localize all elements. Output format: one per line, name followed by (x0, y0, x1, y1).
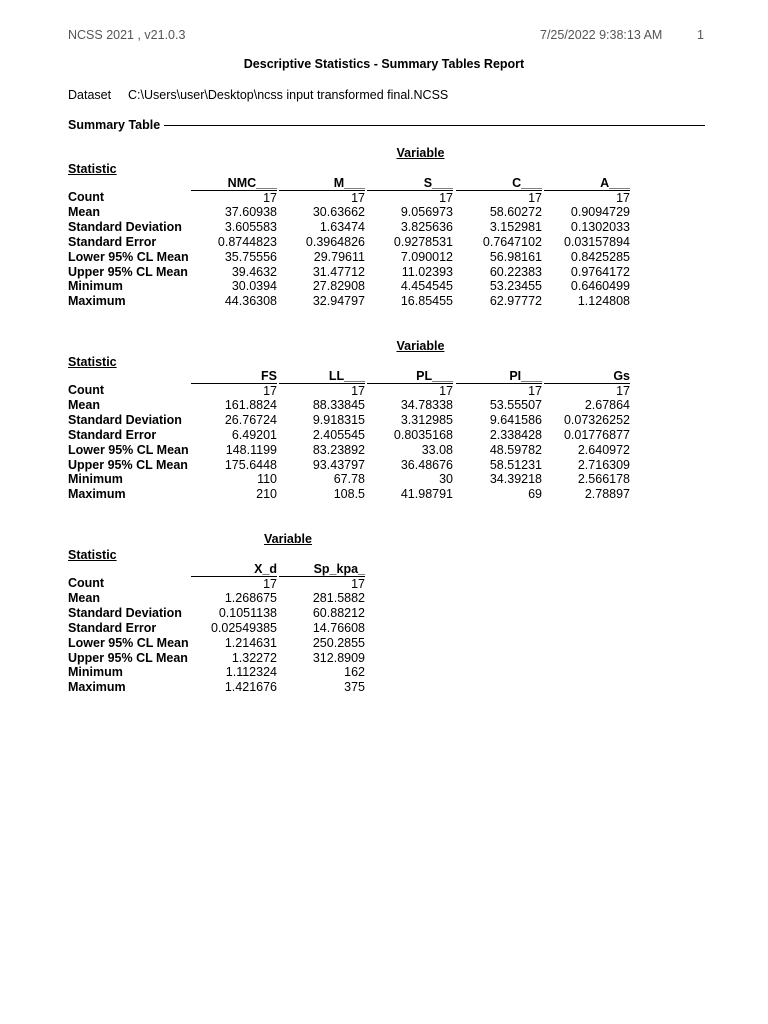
row-label: Lower 95% CL Mean (68, 442, 189, 457)
table-cell: 2.67864 (584, 397, 630, 412)
table-cell: 162 (344, 665, 365, 680)
table-cell: 0.9278531 (393, 234, 453, 249)
table-cell: 11.02393 (401, 264, 453, 279)
table-cell: 53.55507 (489, 397, 542, 412)
table-row (68, 591, 708, 606)
column-header: A___ (600, 176, 630, 190)
table-cell: 175.6448 (224, 457, 277, 472)
table-cell: 60.22383 (489, 264, 542, 279)
dataset-line (68, 88, 448, 102)
row-label: Lower 95% CL Mean (68, 249, 189, 264)
table-cell: 17 (191, 190, 277, 206)
table-cell: 1.32272 (231, 650, 277, 665)
row-label: Upper 95% CL Mean (68, 264, 188, 279)
table-row (68, 665, 708, 680)
table-cell: 29.79611 (313, 249, 365, 264)
row-label: Minimum (68, 665, 123, 680)
table-cell: 281.5882 (312, 590, 365, 605)
table-cell: 35.75556 (224, 249, 277, 264)
summary-table-title (68, 117, 705, 133)
table-row (68, 576, 708, 591)
statistic-header: Statistic (68, 548, 117, 562)
column-header: S___ (423, 176, 453, 190)
table-cell: 3.152981 (489, 219, 542, 234)
table-cell: 0.07326252 (563, 412, 630, 427)
app-version: NCSS 2021 , v21.0.3 (68, 28, 186, 42)
table-cell: 0.6460499 (570, 279, 630, 294)
table-row (68, 205, 708, 220)
row-label: Lower 95% CL Mean (68, 635, 189, 650)
table-cell: 83.23892 (312, 442, 365, 457)
dataset-path: C:\Users\user\Desktop\ncss input transformed final.NCSS (128, 88, 449, 102)
table-cell: 39.4632 (231, 264, 277, 279)
column-header: LL___ (328, 369, 365, 383)
summary-table-block (68, 532, 708, 695)
table-row (68, 680, 708, 695)
table-row (68, 651, 708, 666)
table-cell: 4.454545 (400, 279, 453, 294)
table-cell: 2.716309 (577, 457, 630, 472)
table-cell: 60.88212 (312, 605, 365, 620)
table-cell: 2.640972 (577, 442, 630, 457)
row-label: Standard Error (68, 620, 157, 635)
table-cell: 9.918315 (312, 412, 365, 427)
table-cell: 3.312985 (400, 412, 453, 427)
table-cell: 0.8035168 (393, 427, 453, 442)
variable-header: Variable (396, 146, 445, 160)
table-cell: 0.8425285 (570, 249, 630, 264)
table-cell: 69 (528, 487, 542, 502)
table-cell: 31.47712 (312, 264, 365, 279)
table-cell: 30.0394 (231, 279, 277, 294)
row-label: Maximum (68, 680, 126, 695)
table-cell: 161.8824 (224, 397, 277, 412)
row-label: Maximum (68, 487, 126, 502)
table-row (68, 235, 708, 250)
table-cell: 17 (456, 383, 542, 399)
table-cell: 37.60938 (224, 204, 277, 219)
table-cell: 1.63474 (319, 219, 365, 234)
table-cell: 1.112324 (225, 665, 277, 680)
table-cell: 1.124808 (577, 294, 630, 309)
row-label: Count (68, 576, 105, 590)
table-cell: 0.01776877 (563, 427, 630, 442)
table-cell: 56.98161 (489, 249, 542, 264)
column-header: Gs (613, 369, 630, 383)
row-label: Mean (68, 590, 100, 605)
table-cell: 375 (344, 680, 365, 695)
table-cell: 41.98791 (400, 487, 453, 502)
table-cell: 1.268675 (224, 590, 277, 605)
table-cell: 30 (439, 472, 453, 487)
table-cell: 0.8744823 (217, 234, 277, 249)
table-cell: 48.59782 (489, 442, 542, 457)
table-cell: 62.97772 (489, 294, 542, 309)
table-row (68, 443, 708, 458)
table-cell: 17 (544, 383, 630, 399)
row-label: Upper 95% CL Mean (68, 650, 188, 665)
summary-table-block (68, 146, 708, 309)
summary-table-block (68, 339, 708, 502)
table-cell: 0.9764172 (570, 264, 630, 279)
row-label: Standard Error (68, 234, 157, 249)
table-cell: 32.94797 (312, 294, 365, 309)
table-cell: 67.78 (333, 472, 365, 487)
table-cell: 0.1302033 (570, 219, 630, 234)
row-label: Mean (68, 204, 100, 219)
table-row (68, 621, 708, 636)
table-row (68, 487, 708, 502)
table-cell: 93.43797 (312, 457, 365, 472)
page-number: 1 (697, 28, 704, 42)
table-cell: 16.85455 (400, 294, 453, 309)
row-label: Maximum (68, 294, 126, 309)
table-cell: 7.090012 (400, 249, 453, 264)
table-row (68, 383, 708, 398)
table-cell: 33.08 (421, 442, 453, 457)
table-cell: 0.02549385 (210, 620, 277, 635)
table-cell: 210 (256, 487, 277, 502)
table-cell: 2.338428 (489, 427, 542, 442)
table-cell: 17 (456, 190, 542, 206)
table-cell: 1.214631 (224, 635, 277, 650)
column-header: PL___ (416, 369, 453, 383)
table-cell: 1.421676 (224, 680, 277, 695)
row-label: Standard Error (68, 427, 157, 442)
column-header: PI___ (509, 369, 542, 383)
table-row (68, 428, 708, 443)
table-cell: 0.03157894 (563, 234, 630, 249)
report-title: Descriptive Statistics - Summary Tables Report (243, 57, 525, 71)
row-label: Count (68, 190, 105, 204)
table-cell: 34.78338 (400, 397, 453, 412)
table-row (68, 458, 708, 473)
table-cell: 250.2855 (312, 635, 365, 650)
dataset-label: Dataset (68, 88, 112, 102)
table-row (68, 413, 708, 428)
row-label: Upper 95% CL Mean (68, 457, 188, 472)
table-cell: 14.76608 (312, 620, 365, 635)
table-cell: 17 (191, 383, 277, 399)
table-cell: 108.5 (333, 487, 365, 502)
table-cell: 36.48676 (400, 457, 453, 472)
row-label: Minimum (68, 279, 123, 294)
statistic-header: Statistic (68, 355, 117, 369)
column-header: Sp_kpa_ (313, 562, 365, 576)
statistic-header: Statistic (68, 162, 117, 176)
table-cell: 58.51231 (489, 457, 542, 472)
table-cell: 0.7647102 (482, 234, 542, 249)
table-row (68, 265, 708, 280)
table-cell: 0.1051138 (218, 605, 277, 620)
column-header: M___ (333, 176, 365, 190)
table-cell: 2.566178 (577, 472, 630, 487)
table-cell: 53.23455 (489, 279, 542, 294)
table-cell: 3.825636 (400, 219, 453, 234)
table-row (68, 279, 708, 294)
variable-header: Variable (264, 532, 312, 546)
variable-header: Variable (396, 339, 445, 353)
column-header: X_d (254, 562, 277, 576)
table-cell: 17 (544, 190, 630, 206)
table-cell: 17 (367, 190, 453, 206)
row-label: Mean (68, 397, 100, 412)
table-cell: 0.3964826 (305, 234, 365, 249)
column-header: NMC___ (227, 176, 277, 190)
table-cell: 6.49201 (231, 427, 277, 442)
table-cell: 88.33845 (312, 397, 365, 412)
table-cell: 110 (257, 472, 277, 487)
table-cell: 17 (279, 576, 365, 592)
table-row (68, 250, 708, 265)
row-label: Standard Deviation (68, 219, 182, 234)
table-cell: 26.76724 (224, 412, 277, 427)
table-cell: 30.63662 (312, 204, 365, 219)
table-cell: 17 (279, 190, 365, 206)
table-cell: 44.36308 (224, 294, 277, 309)
table-row (68, 294, 708, 309)
row-label: Minimum (68, 472, 123, 487)
table-row (68, 606, 708, 621)
table-cell: 312.8909 (312, 650, 365, 665)
table-cell: 17 (279, 383, 365, 399)
table-row (68, 636, 708, 651)
column-header: FS (261, 369, 277, 383)
table-cell: 17 (367, 383, 453, 399)
table-cell: 34.39218 (489, 472, 542, 487)
row-label: Standard Deviation (68, 412, 182, 427)
column-header: C___ (512, 176, 542, 190)
table-cell: 2.78897 (584, 487, 630, 502)
table-row (68, 472, 708, 487)
table-cell: 3.605583 (224, 219, 277, 234)
table-cell: 17 (191, 576, 277, 592)
summary-rule (164, 125, 705, 126)
table-cell: 27.82908 (312, 279, 365, 294)
table-cell: 58.60272 (489, 204, 542, 219)
table-row (68, 398, 708, 413)
table-cell: 148.1199 (225, 442, 277, 457)
table-row (68, 220, 708, 235)
report-datetime: 7/25/2022 9:38:13 AM (540, 28, 663, 42)
table-row (68, 190, 708, 205)
row-label: Standard Deviation (68, 605, 182, 620)
row-label: Count (68, 383, 105, 397)
table-cell: 9.056973 (400, 204, 453, 219)
table-cell: 2.405545 (312, 427, 365, 442)
summary-table-label: Summary Table (68, 118, 161, 132)
table-cell: 9.641586 (489, 412, 542, 427)
table-cell: 0.9094729 (570, 204, 630, 219)
